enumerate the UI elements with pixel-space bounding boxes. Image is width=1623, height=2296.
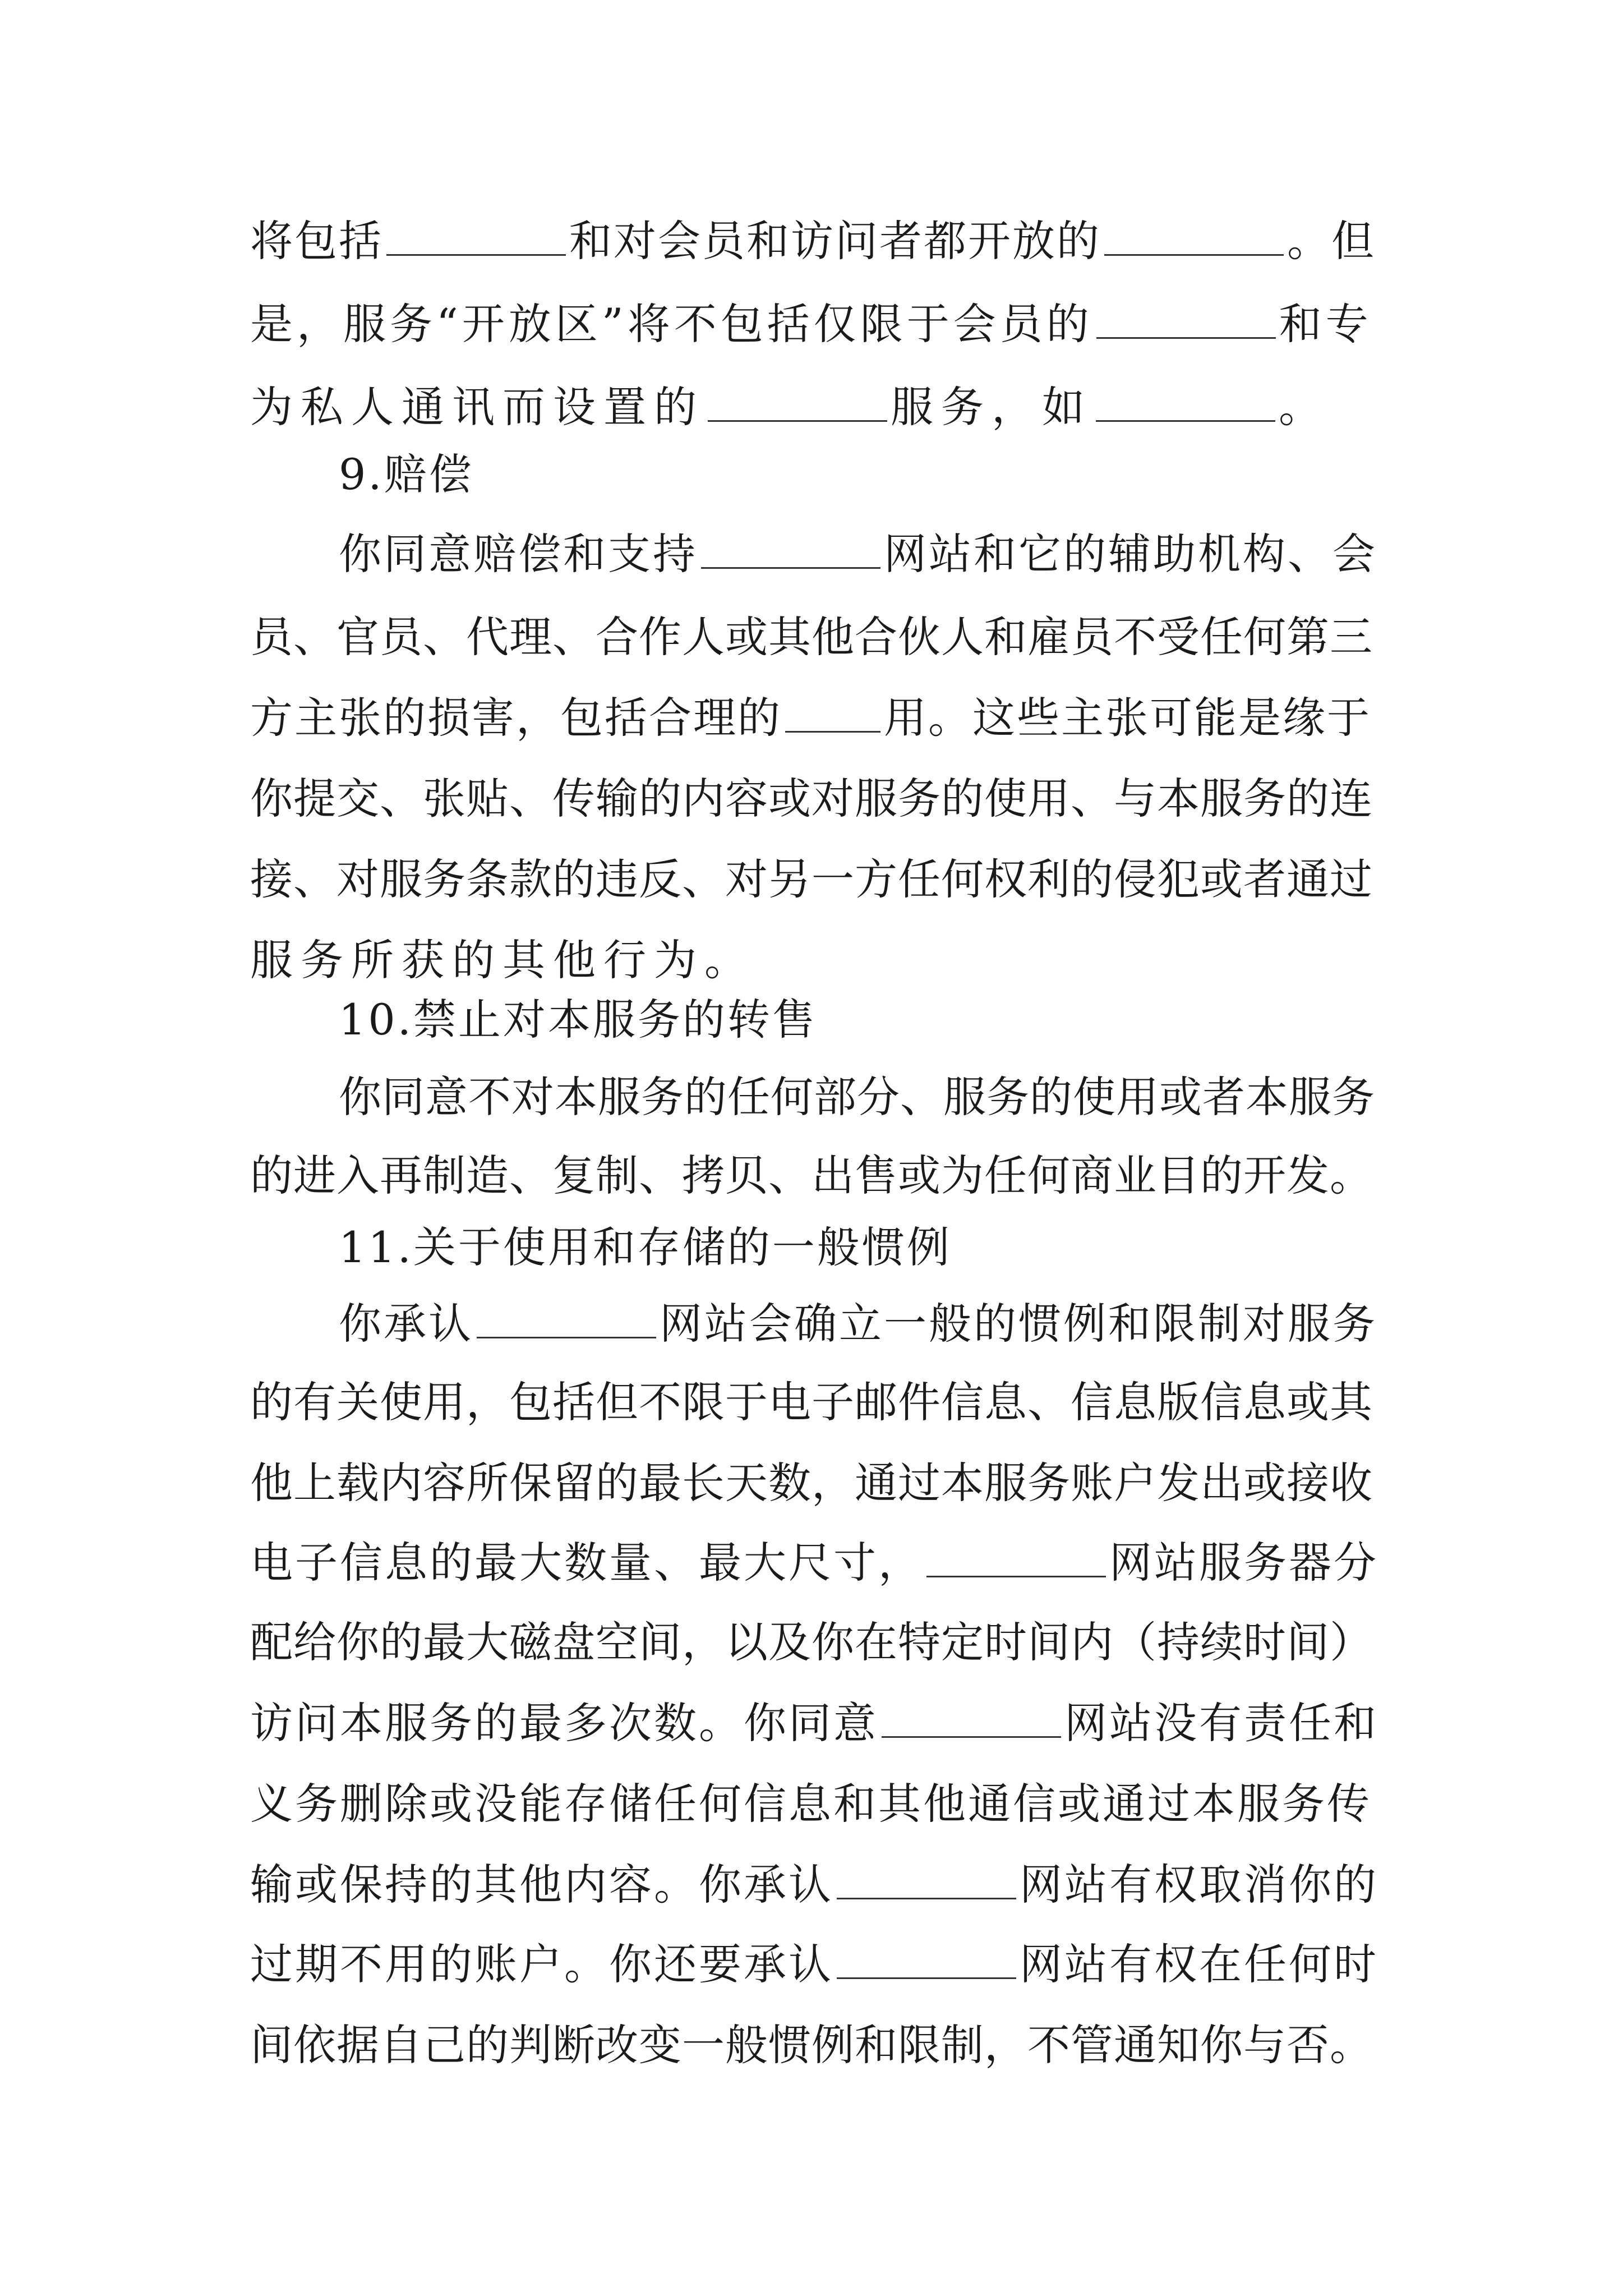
text-line xyxy=(250,291,1372,358)
text-segment: 的进入再制造、复制、拷贝、出售或为任何商业目的开发。 xyxy=(250,1151,1373,1200)
text-segment: 访问本服务的最多次数。你同意 xyxy=(250,1698,878,1748)
text-segment: 服务，如 xyxy=(891,382,1092,432)
text-line xyxy=(250,1851,1378,1918)
text-segment: 。但 xyxy=(1287,216,1376,266)
fill-in-blank xyxy=(837,1938,1016,1979)
fill-in-blank xyxy=(701,528,880,569)
text-line xyxy=(339,1290,1377,1358)
text-segment: 方主张的损害，包括合理的 xyxy=(250,693,782,743)
text-line xyxy=(250,1369,1373,1436)
text-line xyxy=(250,1770,1372,1838)
text-segment: 他上载内容所保留的最长天数，通过本服务账户发出或接收 xyxy=(250,1458,1373,1508)
text-segment: 将包括 xyxy=(250,216,383,266)
text-segment: 输或保持的其他内容。你承认 xyxy=(250,1860,833,1910)
section-heading xyxy=(339,441,474,508)
heading-text: 11.关于使用和存储的一般惯例 xyxy=(339,1222,952,1272)
text-line xyxy=(339,521,1377,588)
text-line xyxy=(250,1142,1373,1209)
text-line xyxy=(250,208,1376,275)
text-segment: 网站有权取消你的 xyxy=(1020,1860,1378,1910)
fill-in-blank xyxy=(477,1297,656,1338)
text-segment: 配给你的最大磁盘空间，以及你在特定时间内（持续时间） xyxy=(250,1617,1373,1667)
text-segment: 网站会确立一般的惯例和限制对服务 xyxy=(660,1299,1377,1349)
section-heading xyxy=(339,1214,952,1281)
fill-in-blank xyxy=(386,215,566,256)
text-segment: 用。这些主张可能是缘于 xyxy=(884,693,1371,743)
text-segment: 和专 xyxy=(1279,299,1372,349)
text-segment: 你同意赔偿和支持 xyxy=(339,529,698,579)
text-line xyxy=(250,1450,1373,1517)
text-line xyxy=(250,604,1373,671)
text-segment: 你承认 xyxy=(339,1299,473,1349)
text-line xyxy=(250,1529,1378,1596)
fill-in-blank xyxy=(1096,298,1276,339)
section-heading xyxy=(339,986,817,1053)
text-segment: 过期不用的账户。你还要承认 xyxy=(250,1939,833,1989)
text-segment: 是，服务“开放区”将不包括仅限于会员的 xyxy=(250,299,1093,349)
text-segment: 网站没有责任和 xyxy=(1064,1698,1378,1748)
fill-in-blank xyxy=(837,1858,1016,1899)
text-segment: 的有关使用，包括但不限于电子邮件信息、信息版信息或其 xyxy=(250,1377,1373,1427)
text-line xyxy=(250,846,1373,913)
text-segment: 网站和它的辅助机构、会 xyxy=(884,529,1377,579)
text-line xyxy=(250,765,1373,832)
text-segment: 你同意不对本服务的任何部分、服务的使用或者本服务 xyxy=(339,1072,1375,1122)
text-segment: 网站有权在任何时 xyxy=(1020,1939,1378,1989)
heading-text: 10.禁止对本服务的转售 xyxy=(339,995,817,1045)
text-segment: 服务所获的其他行为。 xyxy=(250,935,755,985)
text-line xyxy=(339,1064,1375,1131)
text-line xyxy=(250,1609,1373,1676)
text-segment: 员、官员、代理、合作人或其他合伙人和雇员不受任何第三 xyxy=(250,612,1373,662)
text-segment: 义务删除或没能存储任何信息和其他通信或通过本服务传 xyxy=(250,1779,1372,1829)
text-line xyxy=(250,1690,1378,1757)
text-segment: 电子信息的最大数量、最大尺寸， xyxy=(250,1538,923,1588)
fill-in-blank xyxy=(1096,381,1275,422)
text-line xyxy=(250,1931,1378,1998)
fill-in-blank xyxy=(926,1536,1106,1577)
fill-in-blank xyxy=(1104,215,1284,256)
text-segment: 网站服务器分 xyxy=(1109,1538,1378,1588)
text-line xyxy=(250,374,1329,441)
fill-in-blank xyxy=(785,692,880,733)
fill-in-blank xyxy=(882,1697,1061,1738)
text-line xyxy=(250,684,1371,752)
text-segment: 为私人通讯而设置的 xyxy=(250,382,704,432)
heading-text: 9.赔偿 xyxy=(339,449,474,499)
text-segment: 和对会员和访问者都开放的 xyxy=(569,216,1101,266)
text-segment: 你提交、张贴、传输的内容或对服务的使用、与本服务的连 xyxy=(250,774,1373,823)
text-line xyxy=(250,927,755,994)
text-segment: 。 xyxy=(1279,382,1329,432)
fill-in-blank xyxy=(708,381,887,422)
text-segment: 接、对服务条款的违反、对另一方任何权利的侵犯或者通过 xyxy=(250,854,1373,904)
text-segment: 间依据自己的判断改变一般惯例和限制，不管通知你与否。 xyxy=(250,2020,1373,2070)
text-line xyxy=(250,2012,1373,2079)
